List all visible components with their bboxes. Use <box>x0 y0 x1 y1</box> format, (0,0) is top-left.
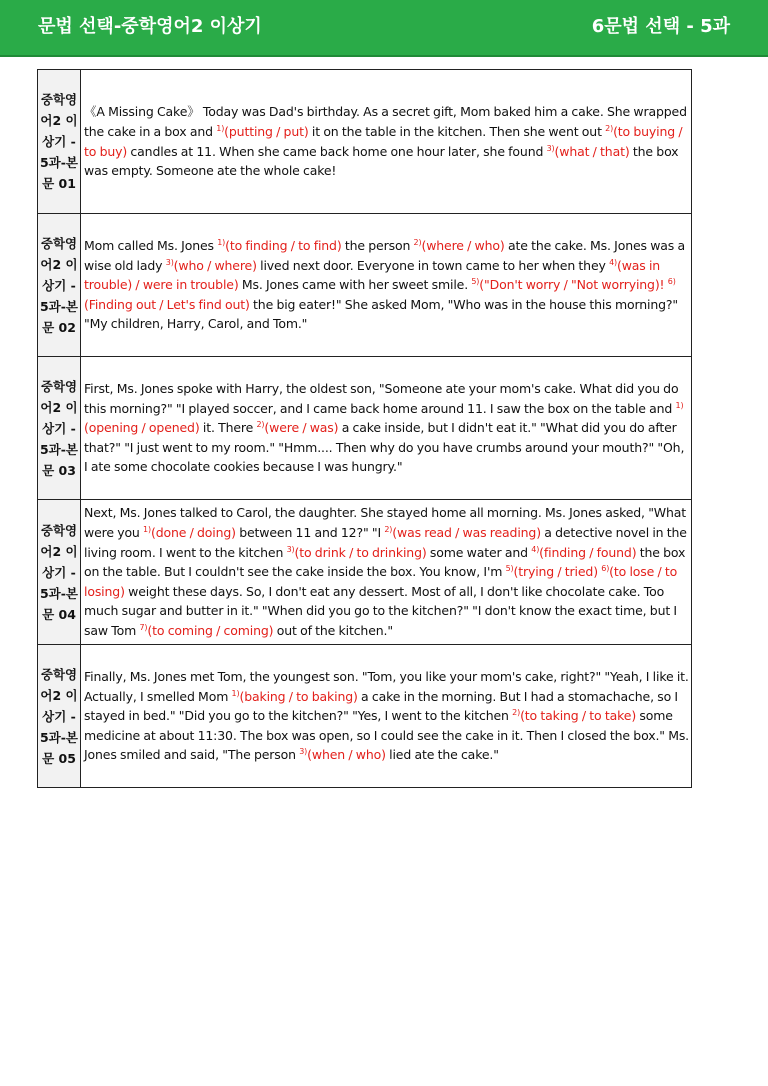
passage-segment: some water and <box>426 544 532 560</box>
passage-segment: Next, Ms. Jones talked to Carol, the daughter. She stayed home all morning. Ms. Jones asked, "What were you <box>84 505 687 541</box>
answer-choices[interactable]: (finding / found) <box>539 544 637 560</box>
answer-choices[interactable]: (were / was) <box>264 420 339 436</box>
question-row <box>38 500 692 645</box>
question-row <box>38 645 692 788</box>
answer-choices[interactable]: (when / who) <box>307 747 386 763</box>
row-label: 중학영어2 이상기 - 5과-본문 05 <box>38 645 81 788</box>
blank-number: 1) <box>143 525 151 535</box>
passage-text <box>81 357 692 500</box>
answer-choices[interactable]: (to buying / to buy) <box>84 123 683 159</box>
row-label: 중학영어2 이상기 - 5과-본문 02 <box>38 214 81 357</box>
answer-choices[interactable]: (to drink / to drinking) <box>294 544 427 560</box>
row-label: 중학영어2 이상기 - 5과-본문 04 <box>38 500 81 645</box>
passage-segment: a detective novel in the living room. I went to the kitchen <box>84 525 687 560</box>
blank-number: 1) <box>231 688 240 698</box>
passage-segment: lived next door. Everyone in town came to her when they <box>256 257 610 273</box>
answer-choices[interactable]: (was in trouble) / were in trouble) <box>84 257 661 293</box>
passage-segment: Ms. Jones came with her sweet smile. <box>238 277 472 293</box>
question-table <box>37 69 692 788</box>
question-rows <box>38 70 692 788</box>
blank-number: 5) <box>471 277 480 287</box>
blank-number: 6) <box>667 277 676 287</box>
answer-choices[interactable]: (baking / to baking) <box>239 688 358 704</box>
answer-choices[interactable]: (done / doing) <box>150 525 236 541</box>
passage-text <box>81 70 692 214</box>
passage-segment: candles at 11. When she came back home one hour later, she found <box>127 143 547 159</box>
passage-segment: First, Ms. Jones spoke with Harry, the oldest son, "Someone ate your mom's cake. What did you do this morning?" "I played soccer, and I came back home around 11. I saw the box on the table and <box>84 381 679 416</box>
passage-text <box>81 645 692 788</box>
page-header <box>0 0 768 57</box>
passage-segment: Mom called Ms. Jones <box>84 238 218 254</box>
passage-segment: weight these days. So, I don't eat any dessert. Most of all, I don't like chocolate cake. Too much sugar and butter in it." "When did you go to the kitchen?" "I don't know the exact time, but I saw Tom <box>84 583 677 638</box>
passage-segment: some medicine at about 11:30. The box was open, so I could see the cake in it. Then I closed the box." Ms. Jones smiled and said, "The person <box>84 708 690 763</box>
passage-segment: ate the cake. Ms. Jones was a wise old lady <box>84 238 685 273</box>
answer-choices[interactable]: (what / that) <box>554 143 630 159</box>
answer-choices[interactable]: ("Don't worry / "Not worrying)! <box>479 277 665 293</box>
answer-choices[interactable]: (opening / opened) <box>84 420 200 436</box>
answer-choices[interactable]: (who / where) <box>173 257 257 273</box>
blank-number: 2) <box>384 525 393 535</box>
question-row <box>38 214 692 357</box>
passage-text <box>81 500 692 645</box>
header-title: 문법 선택-중학영어2 이상기 <box>38 16 262 37</box>
row-label: 중학영어2 이상기 - 5과-본문 01 <box>38 70 81 214</box>
answer-choices[interactable]: (Finding out / Let's find out) <box>84 296 250 312</box>
blank-number: 2) <box>413 238 422 248</box>
passage-segment: out of the kitchen." <box>273 622 393 638</box>
passage-text <box>81 214 692 357</box>
blank-number: 1) <box>217 238 226 248</box>
passage-segment: it. There <box>199 420 257 436</box>
passage-segment: lied ate the cake." <box>385 747 499 763</box>
passage-segment: the person <box>341 238 414 254</box>
passage-segment: it on the table in the kitchen. Then she went out <box>308 123 606 139</box>
answer-choices[interactable]: (trying / tried) <box>513 564 598 580</box>
question-row <box>38 70 692 214</box>
blank-number: 6) <box>601 564 610 574</box>
blank-number: 2) <box>512 708 521 718</box>
blank-number: 3) <box>546 143 555 153</box>
blank-number: 1) <box>216 123 225 133</box>
answer-choices[interactable]: (to lose / to losing) <box>84 564 678 599</box>
answer-choices[interactable]: (where / who) <box>421 238 505 254</box>
answer-choices[interactable]: (to finding / to find) <box>225 238 342 254</box>
passage-segment: Finally, Ms. Jones met Tom, the youngest son. "Tom, you like your mom's cake, right?" "Yeah, I like it. Actually, I smelled Mom <box>84 669 689 704</box>
question-row <box>38 357 692 500</box>
blank-number: 7) <box>139 622 148 632</box>
blank-number: 2) <box>256 420 265 430</box>
answer-choices[interactable]: (to coming / coming) <box>147 622 274 638</box>
passage-segment: the box was empty. Someone ate the whole cake! <box>84 143 679 179</box>
passage-segment: between 11 and 12?" "I <box>235 525 385 541</box>
passage-segment: the box on the table. But I couldn't see the cake inside the box. You know, I'm <box>84 544 686 580</box>
blank-number: 3) <box>299 747 308 757</box>
passage-segment: the big eater!" She asked Mom, "Who was in the house this morning?" "My children, Harry, Carol, and Tom." <box>84 296 678 332</box>
passage-segment: 《A Missing Cake》 Today was Dad's birthday. As a secret gift, Mom baked him a cake. She wrapped the cake in a box and <box>84 104 687 139</box>
blank-number: 3) <box>286 544 295 554</box>
passage-segment: a cake inside, but I didn't eat it." "What did you do after that?" "I just went to my room." "Hmm.... Then why do you have crumbs around your mouth?" "Oh, I ate some chocolate cookies because I was hungry." <box>84 420 685 475</box>
header-section-title: 6문법 선택 - 5과 <box>591 16 730 37</box>
answer-choices[interactable]: (was read / was reading) <box>392 525 541 541</box>
blank-number: 4) <box>609 257 617 267</box>
blank-number: 5) <box>505 564 514 574</box>
blank-number: 1) <box>675 400 684 410</box>
answer-choices[interactable]: (to taking / to take) <box>520 708 637 724</box>
row-label: 중학영어2 이상기 - 5과-본문 03 <box>38 357 81 500</box>
blank-number: 3) <box>165 257 174 267</box>
blank-number: 4) <box>531 544 540 554</box>
blank-number: 2) <box>605 123 614 133</box>
passage-segment: a cake in the morning. But I had a stomachache, so I stayed in bed." "Did you go to the kitchen?" "Yes, I went to the kitchen <box>84 688 678 724</box>
answer-choices[interactable]: (putting / put) <box>224 123 309 139</box>
